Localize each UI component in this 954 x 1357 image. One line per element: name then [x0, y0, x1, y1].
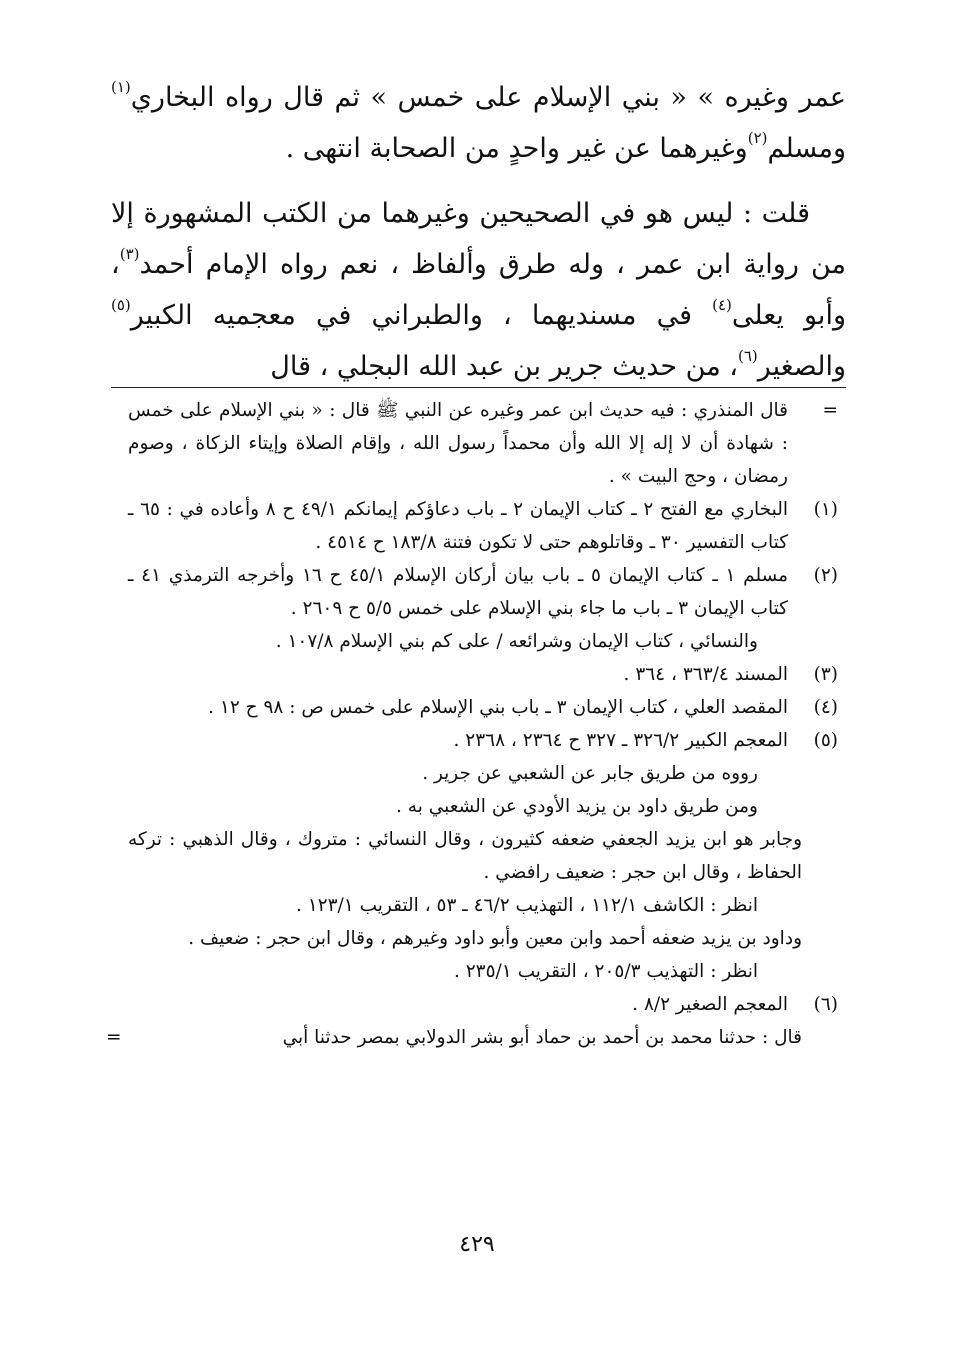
footnote-text: المسند ٣٦٣/٤ ، ٣٦٤ .	[623, 664, 788, 685]
footnote-5-line: رووه من طريق جابر عن الشعبي عن جرير .	[422, 763, 758, 784]
footnote-6-line	[106, 1021, 838, 1054]
main-paragraph-2	[111, 188, 846, 392]
main-text-run: عمر وغيره » « بني الإسلام على خمس » ثم قال رواه البخاري	[130, 82, 846, 113]
main-text-run: ، من حديث جرير بن عبد الله البجلي ، قال	[270, 351, 738, 382]
footnote-5-line: ومن طريق داود بن يزيد الأودي عن الشعبي به .	[396, 796, 758, 817]
footnote-6	[128, 988, 838, 1021]
continuation-mark: =	[106, 1027, 122, 1048]
footnote-text: المعجم الكبير ٣٢٦/٢ ـ ٣٢٧ ح ٢٣٦٤ ، ٢٣٦٨ .	[453, 730, 788, 751]
footnotes	[106, 394, 838, 1054]
continuation-mark: =	[822, 400, 838, 421]
page-number: ٤٢٩	[459, 1232, 495, 1257]
main-text-run: ، وأبو يعلى	[111, 249, 846, 331]
footnote-ref-6[interactable]: (٦)	[737, 347, 758, 365]
footnote-2-extra: والنسائي ، كتاب الإيمان وشرائعه / على كم بني الإسلام ١٠٧/٨ .	[275, 631, 758, 652]
footnote-number: (٥)	[813, 730, 838, 751]
main-text-run: ومسلم	[767, 133, 846, 164]
footnote-number: (٦)	[813, 994, 838, 1015]
footnote-5-line: انظر : الكاشف ١١٢/١ ، التهذيب ٤٦/٢ ـ ٥٣ ، التقريب ١٢٣/١ .	[295, 895, 758, 916]
main-text-run: والصغير	[757, 351, 846, 382]
main-text-run: وغيرهما عن غير واحدٍ من الصحابة انتهى .	[285, 133, 748, 164]
footnote-ref-4[interactable]: (٤)	[712, 296, 732, 314]
footnote-5-line: وداود بن يزيد ضعفه أحمد وابن معين وأبو داود وغيرهم ، وقال ابن حجر : ضعيف .	[188, 928, 802, 949]
footnote-3	[128, 658, 838, 691]
footnote-divider	[111, 387, 846, 388]
main-text	[111, 72, 846, 392]
footnote-ref-1[interactable]: (١)	[111, 78, 131, 96]
footnote-number: (١)	[813, 499, 838, 520]
footnote-5-line: انظر : التهذيب ٢٠٥/٣ ، التقريب ٢٣٥/١ .	[453, 961, 758, 982]
footnote-5	[128, 724, 838, 757]
footnote-text: مسلم ١ ـ كتاب الإيمان ٥ ـ باب بيان أركان الإسلام ٤٥/١ ح ١٦ وأخرجه الترمذي ٤١ ـ كتاب الإيمان ٣ ـ باب ما جاء بني الإسلام على خمس ٥/٥ ح ٢٦٠٩ .	[128, 565, 788, 619]
footnote-number: (٢)	[813, 565, 838, 586]
footnote-number: (٤)	[813, 697, 838, 718]
footnote-ref-5[interactable]: (٥)	[111, 296, 131, 314]
main-text-run: قلت : ليس هو في الصحيحين وغيرهما من الكتب المشهورة إلا من رواية ابن عمر ، وله طرق وألفاظ ، نعم رواه الإمام أحمد	[111, 198, 846, 280]
main-paragraph-1	[111, 72, 846, 174]
footnote-4	[128, 691, 838, 724]
footnote-ref-3[interactable]: (٣)	[119, 245, 140, 263]
footnote-text: قال المنذري : فيه حديث ابن عمر وغيره عن النبي ﷺ قال : « بني الإسلام على خمس : شهادة أن لا إله إلا الله وأن محمداً رسول الله ، وإقام الصلاة وإيتاء الزكاة ، وصوم رمضان ، وحج البيت » .	[128, 400, 788, 487]
footnote-2	[128, 559, 838, 625]
footnote-text: المعجم الصغير ٨/٢ .	[632, 994, 788, 1015]
footnote-5-line: وجابر هو ابن يزيد الجعفي ضعفه كثيرون ، وقال النسائي : متروك ، وقال الذهبي : تركه الحفاظ ، وقال ابن حجر : ضعيف رافضي .	[128, 829, 802, 883]
footnote-text: المقصد العلي ، كتاب الإيمان ٣ ـ باب بني الإسلام على خمس ص : ٩٨ ح ١٢ .	[208, 697, 788, 718]
main-text-run: في مسنديهما ، والطبراني في معجميه الكبير	[130, 300, 713, 331]
footnote-number: (٣)	[813, 664, 838, 685]
footnote-continuation	[128, 394, 838, 493]
footnote-1	[128, 493, 838, 559]
footnote-ref-2[interactable]: (٢)	[747, 129, 768, 147]
footnote-text: قال : حدثنا محمد بن أحمد بن حماد أبو بشر الدولابي بمصر حدثنا أبي	[282, 1027, 802, 1048]
footnote-text: البخاري مع الفتح ٢ ـ كتاب الإيمان ٢ ـ باب دعاؤكم إيمانكم ٤٩/١ ح ٨ وأعاده في : ٦٥ ـ كتاب التفسير ٣٠ ـ وقاتلوهم حتى لا تكون فتنة ١٨٣/٨ ح ٤٥١٤ .	[128, 499, 788, 553]
